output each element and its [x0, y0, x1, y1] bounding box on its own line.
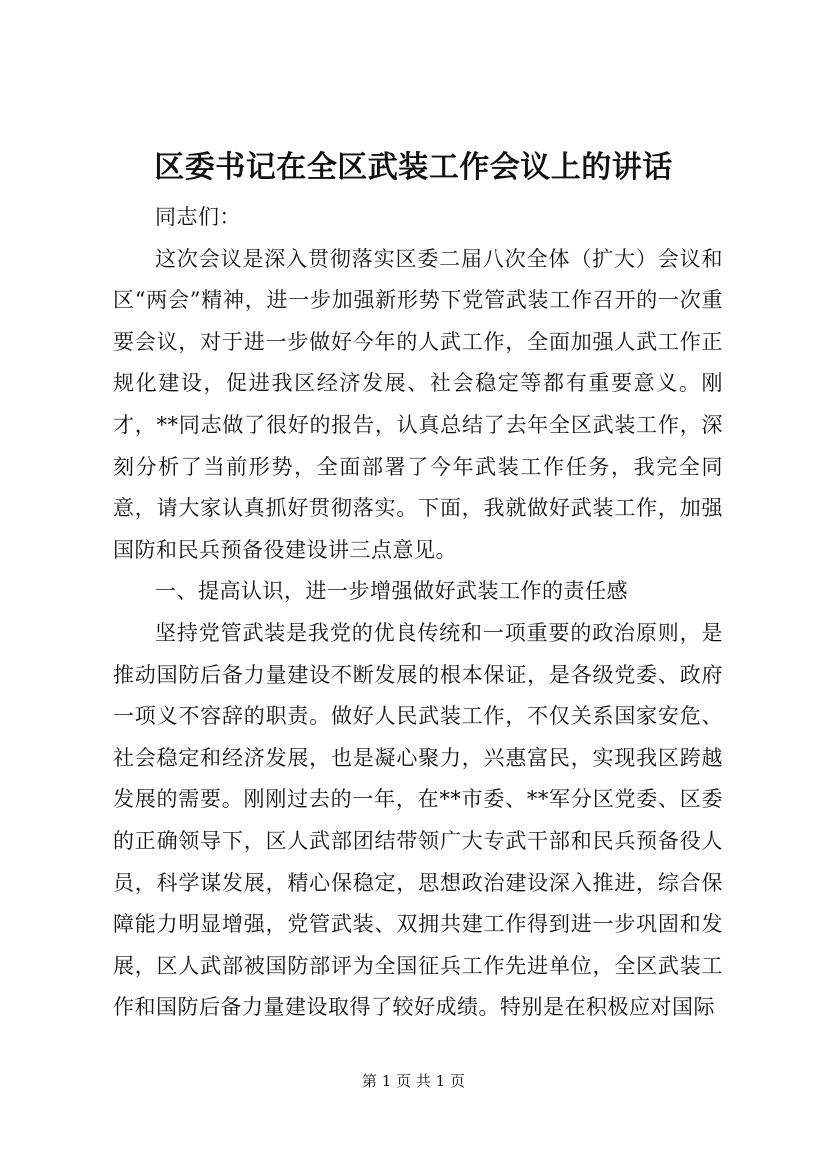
document-title: 区委书记在全区武装工作会议上的讲话: [154, 150, 673, 185]
document-body: [113, 197, 723, 1029]
section-heading-1: 一、提高认识，进一步增强做好武装工作的责任感: [155, 579, 628, 604]
paragraph-section-1: 坚持党管武装是我党的优良传统和一项重要的政治原则，是推动国防后备力量建设不断发展的根本保证，是各级党委、政府一项义不容辞的职责。做好人民武装工作，不仅关系国家安危、社会稳定和经济发展，也是凝心聚力，兴惠富民，实现我区跨越发展的需要。刚刚过去的一年，在**市委、**军分区党委、区委的正确领导下，区人武部团结带领广大专武干部和民兵预备役人员，科学谋发展，精心保稳定，思想政治建设深入推进，综合保障能力明显增强，党管武装、双拥共建工作得到进一步巩固和发展，区人武部被国防部评为全国征兵工作先进单位，全区武装工作和国防后备力量建设取得了较好成绩。特别是在积极应对国际: [113, 620, 723, 1020]
page-number-footer: 第 1 页 共 1 页: [362, 1072, 465, 1090]
paragraph-opening: 这次会议是深入贯彻落实区委二届八次全体（扩大）会议和区“两会”精神，进一步加强新形势下党管武装工作召开的一次重要会议，对于进一步做好今年的人武工作，全面加强人武工作正规化建设，促进我区经济发展、社会稳定等都有重要意义。刚才，**同志做了很好的报告，认真总结了去年全区武装工作，深刻分析了当前形势，全面部署了今年武装工作任务，我完全同意，请大家认真抓好贯彻落实。下面，我就做好武装工作，加强国防和民兵预备役建设讲三点意见。: [113, 246, 723, 562]
salutation: 同志们：: [155, 205, 241, 229]
